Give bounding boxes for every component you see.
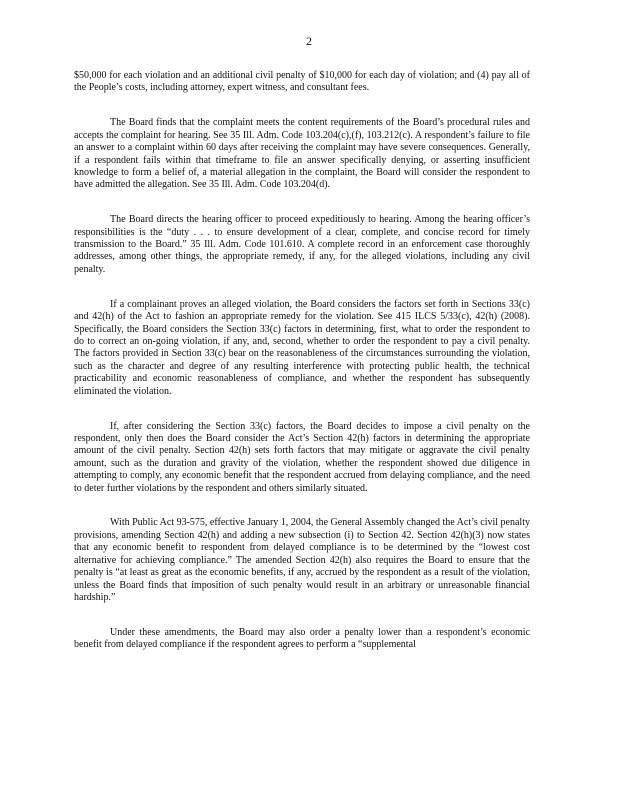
- paragraph-civil-penalty-factors: If, after considering the Section 33(c) factors, the Board decides to impose a civil penalty on the respondent, only then does the Board consider the Act’s Section 42(h) factors in determining the appropriate amount of the civil penalty. Section 42(h) sets forth factors that may mitigate or aggravate the civil penalty amount, such as the duration and gravity of the violation, whether the respondent showed due diligence in attempting to comply, any economic benefit that the respondent accrued from delaying compliance, and the need to deter further violations by the respondent and others similarly situated.: [74, 420, 530, 494]
- document-body: [74, 70, 530, 652]
- page-number: 2: [306, 34, 312, 48]
- paragraph-amendments: Under these amendments, the Board may also order a penalty lower than a respondent’s economic benefit from delayed compliance if the respondent agrees to perform a “supplemental: [74, 626, 530, 651]
- paragraph-complaint-accepted: The Board finds that the complaint meets the content requirements of the Board’s procedural rules and accepts the complaint for hearing. See 35 Ill. Adm. Code 103.204(c),(f), 103.212(c). A respondent’s failure to file an answer to a complaint within 60 days after receiving the complaint may have severe consequences. Generally, if a respondent fails within that timeframe to file an answer specifically denying, or asserting insufficient knowledge to form a belief of, a material allegation in the complaint, the Board will consider the respondent to have admitted the allegation. See 35 Ill. Adm. Code 103.204(d).: [74, 117, 530, 191]
- paragraph-public-act: With Public Act 93-575, effective January 1, 2004, the General Assembly changed the Act’s civil penalty provisions, amending Section 42(h) and adding a new subsection (i) to Section 42. Section 42(h)(3) now states that any economic benefit to respondent from delayed compliance is to be determined by the “lowest cost alternative for achieving compliance.” The amended Section 42(h) also requires the Board to ensure that the penalty is “at least as great as the economic benefits, if any, accrued by the respondent as a result of the violation, unless the Board finds that imposition of such penalty would result in an arbitrary or unreasonable financial hardship.”: [74, 517, 530, 603]
- paragraph-remedy-factors: If a complainant proves an alleged violation, the Board considers the factors set forth in Sections 33(c) and 42(h) of the Act to fashion an appropriate remedy for the violation. See 415 ILCS 5/33(c), 42(h) (2008). Specifically, the Board considers the Section 33(c) factors in determining, first, what to order the respondent to do to correct an on-going violation, if any, and, second, whether to order the respondent to pay a civil penalty. The factors provided in Section 33(c) bear on the reasonableness of the circumstances surrounding the violation, such as the character and degree of any resulting interference with protecting public health, the technical practicability and economic reasonableness of compliance, and whether the respondent has subsequently eliminated the violation.: [74, 298, 530, 397]
- paragraph-hearing-officer: The Board directs the hearing officer to proceed expeditiously to hearing. Among the hearing officer’s responsibilities is the “duty . . . to ensure development of a clear, complete, and concise record for timely transmission to the Board.” 35 Ill. Adm. Code 101.610. A complete record in an enforcement case thoroughly addresses, among other things, the appropriate remedy, if any, for the alleged violations, including any civil penalty.: [74, 214, 530, 275]
- paragraph-penalty-continuation: $50,000 for each violation and an additional civil penalty of $10,000 for each day of violation; and (4) pay all of the People’s costs, including attorney, expert witness, and consultant fees.: [74, 70, 530, 94]
